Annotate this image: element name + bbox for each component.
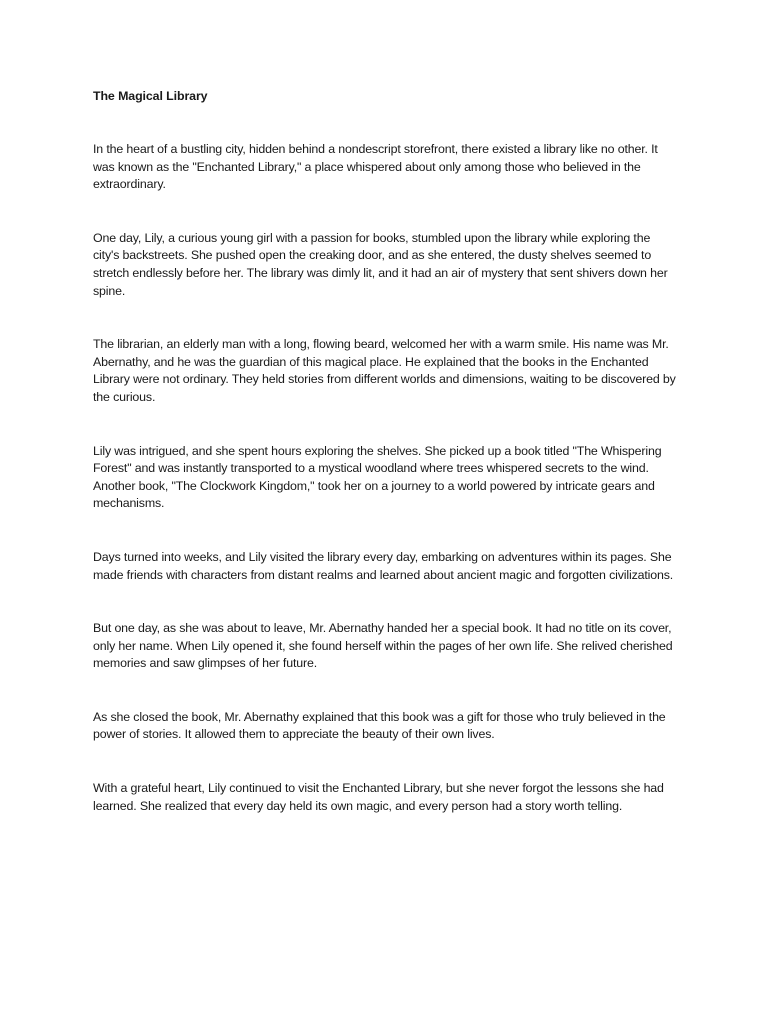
paragraph-1: In the heart of a bustling city, hidden behind a nondescript storefront, there existed a library like no other. It was known as the "Enchanted Library," a place whispered about only among those who believed in the extraordinary. [93,142,658,192]
paragraph-7: As she closed the book, Mr. Abernathy explained that this book was a gift for those who truly believed in the power of stories. It allowed them to appreciate the beauty of their own lives. [93,709,666,742]
paragraph-2: One day, Lily, a curious young girl with a passion for books, stumbled upon the library while exploring the city's backstreets. She pushed open the creaking door, and as she entered, the dusty shelves seemed to stretch endlessly before her. The library was dimly lit, and it had an air of mystery that sent shivers down her spine. [93,230,668,298]
document-body [93,87,678,815]
paragraph-3: The librarian, an elderly man with a long, flowing beard, welcomed her with a warm smile. His name was Mr. Abernathy, and he was the guardian of this magical place. He explained that the books in the Enchanted Library were not ordinary. They held stories from different worlds and dimensions, waiting to be discovered by the curious. [93,337,676,404]
paragraph-5: Days turned into weeks, and Lily visited the library every day, embarking on adventures within its pages. She made friends with characters from distant realms and learned about ancient magic and forgotten civilizations. [93,549,674,582]
paragraph-8: With a grateful heart, Lily continued to visit the Enchanted Library, but she never forgot the lessons she had learned. She realized that every day held its own magic, and every person had a story worth telling. [93,781,664,813]
paragraph-6: But one day, as she was about to leave, Mr. Abernathy handed her a special book. It had no title on its cover, only her name. When Lily opened it, she found herself within the pages of her own life. She relived cherished memories and saw glimpses of her future. [93,621,673,671]
paragraph-4: Lily was intrigued, and she spent hours exploring the shelves. She picked up a book titled "The Whispering Forest" and was instantly transported to a mystical woodland where trees whispered secrets to the wind. Another book, "The Clockwork Kingdom," took her on a journey to a world powered by intricate gears and mechanisms. [93,443,662,511]
document-title: The Magical Library [93,89,208,103]
